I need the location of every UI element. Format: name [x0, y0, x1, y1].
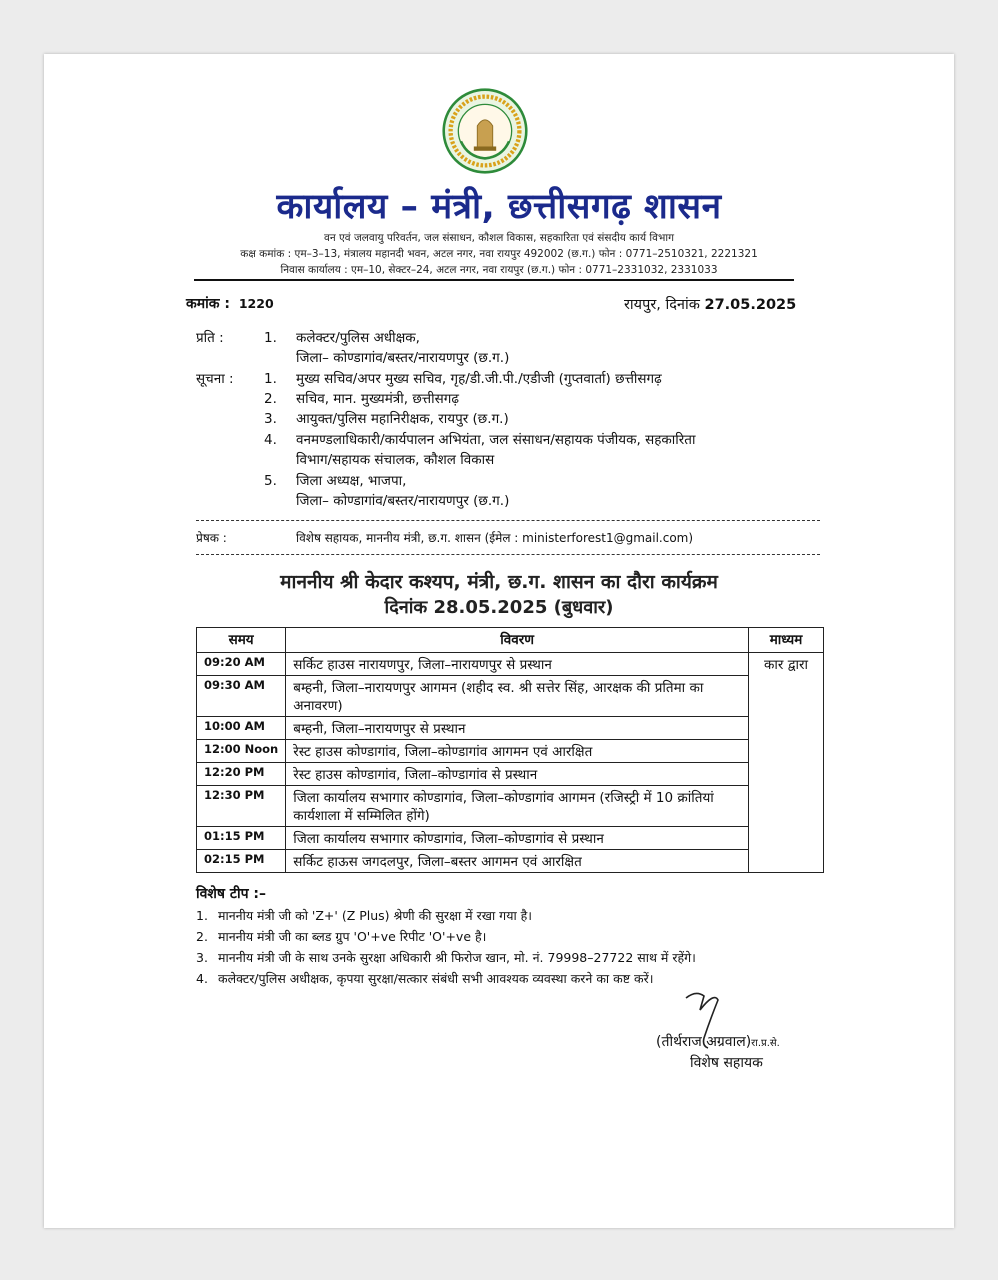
- residence-address-line: निवास कार्यालय : एम–10, सेक्टर–24, अटल नगर, नवा रायपुर (छ.ग.) फोन : 0771–2331032, 2331033: [280, 264, 718, 276]
- row-description: बम्हनी, जिला–नारायणपुर से प्रस्थान: [286, 717, 749, 740]
- row-time: 01:15 PM: [197, 827, 286, 850]
- suchna-number: 5.: [264, 473, 277, 489]
- office-address-line: कक्ष कमांक : एम–3–13, मंत्रालय महानदी भवन, अटल नगर, नवा रायपुर 492002 (छ.ग.) फोन : 0771–2510321, 2221321: [240, 248, 758, 260]
- place-date-label: रायपुर, दिनांक: [624, 297, 700, 313]
- schedule-table: [196, 627, 824, 873]
- note-item: 4. कलेक्टर/पुलिस अधीक्षक, कृपया सुरक्षा/सत्कार संबंधी सभी आवश्यक व्यवस्था करने का कष्ट करें।: [196, 971, 654, 986]
- header-description: विवरण: [286, 628, 749, 653]
- table-row: [197, 827, 824, 850]
- prati-line: कलेक्टर/पुलिस अधीक्षक,: [296, 330, 420, 346]
- row-description: सर्किट हाऊस जगदलपुर, जिला–बस्तर आगमन एवं आरक्षित: [286, 850, 749, 873]
- table-row: [197, 786, 824, 827]
- sender-text: विशेष सहायक, माननीय मंत्री, छ.ग. शासन (ईमेल : ministerforest1@gmail.com): [296, 531, 694, 545]
- sender-label: प्रेषक :: [196, 531, 227, 545]
- note-item: 2. माननीय मंत्री जी का ब्लड ग्रुप 'O'+ve रिपीट 'O'+ve है।: [196, 929, 487, 944]
- travel-mode: कार द्वारा: [749, 653, 824, 873]
- departments-line: वन एवं जलवायु परिवर्तन, जल संसाधन, कौशल विकास, सहकारिता एवं संसदीय कार्य विभाग: [324, 232, 674, 244]
- office-title: कार्यालय – मंत्री, छत्तीसगढ़ शासन: [276, 187, 722, 227]
- note-item: 3. माननीय मंत्री जी के साथ उनके सुरक्षा अधिकारी श्री फिरोज खान, मो. नं. 79998–27722 साथ में रहेंगे।: [196, 950, 696, 965]
- suchna-line: वनमण्डलाधिकारी/कार्यपालन अभियंता, जल संसाधन/सहायक पंजीयक, सहकारिता: [296, 432, 696, 448]
- prati-line: जिला– कोण्डागांव/बस्तर/नारायणपुर (छ.ग.): [296, 350, 510, 366]
- suchna-line: आयुक्त/पुलिस महानिरीक्षक, रायपुर (छ.ग.): [296, 411, 509, 427]
- reference-number-value: 1220: [238, 296, 274, 311]
- letter-date: 27.05.2025: [704, 297, 797, 313]
- table-row: [197, 653, 824, 676]
- place-date: [624, 294, 796, 314]
- row-description: बम्हनी, जिला–नारायणपुर आगमन (शहीद स्व. श्री सत्तेर सिंह, आरक्षक की प्रतिमा का अनावरण): [286, 676, 749, 717]
- suchna-line: मुख्य सचिव/अपर मुख्य सचिव, गृह/डी.जी.पी./एडीजी (गुप्तवार्ता) छत्तीसगढ़: [296, 371, 662, 387]
- row-time: 09:30 AM: [197, 676, 286, 717]
- suchna-label: सूचना :: [196, 371, 234, 387]
- suchna-line: जिला– कोण्डागांव/बस्तर/नारायणपुर (छ.ग.): [296, 493, 510, 509]
- program-title: माननीय श्री केदार कश्यप, मंत्री, छ.ग. शासन का दौरा कार्यक्रम: [280, 571, 718, 593]
- note-item: 1. माननीय मंत्री जी को 'Z+' (Z Plus) श्रेणी की सुरक्षा में रखा गया है।: [196, 908, 533, 923]
- row-description: जिला कार्यालय सभागार कोण्डागांव, जिला–कोण्डागांव आगमन (रजिस्ट्री में 10 क्रांतियां कार्यशाला में सम्मिलित होंगे): [286, 786, 749, 827]
- suchna-number: 3.: [264, 411, 277, 427]
- row-description: रेस्ट हाउस कोण्डागांव, जिला–कोण्डागांव आगमन एवं आरक्षित: [286, 740, 749, 763]
- header-time: समय: [197, 628, 286, 653]
- header-divider: [194, 279, 794, 281]
- table-row: [197, 850, 824, 873]
- suchna-number: 4.: [264, 432, 277, 448]
- row-time: 12:30 PM: [197, 786, 286, 827]
- row-time: 12:20 PM: [197, 763, 286, 786]
- notes-heading: विशेष टीप :–: [196, 886, 267, 902]
- row-time: 02:15 PM: [197, 850, 286, 873]
- table-row: [197, 676, 824, 717]
- row-description: जिला कार्यालय सभागार कोण्डागांव, जिला–कोण्डागांव से प्रस्थान: [286, 827, 749, 850]
- header-mode: माध्यम: [749, 628, 824, 653]
- reference-number-label: कमांक :: [186, 296, 230, 312]
- row-time: 12:00 Noon: [197, 740, 286, 763]
- suchna-line: विभाग/सहायक संचालक, कौशल विकास: [296, 452, 495, 468]
- program-date: दिनांक 28.05.2025 (बुधवार): [384, 597, 614, 618]
- signatory-name: (तीर्थराज अग्रवाल): [656, 1034, 752, 1050]
- row-time: 09:20 AM: [197, 653, 286, 676]
- suchna-number: 2.: [264, 391, 277, 407]
- suchna-number: 1.: [264, 371, 277, 387]
- table-row: [197, 717, 824, 740]
- reference-number: [186, 294, 274, 313]
- table-header-row: [197, 628, 824, 653]
- table-row: [197, 740, 824, 763]
- signatory-designation: विशेष सहायक: [690, 1055, 763, 1071]
- dashed-divider: [196, 520, 820, 521]
- signature-block: [656, 1032, 780, 1072]
- special-notes: [196, 884, 696, 989]
- suchna-line: सचिव, मान. मुख्यमंत्री, छत्तीसगढ़: [296, 391, 459, 407]
- row-description: सर्किट हाउस नारायणपुर, जिला–नारायणपुर से प्रस्थान: [286, 653, 749, 676]
- row-time: 10:00 AM: [197, 717, 286, 740]
- prati-number: 1.: [264, 330, 277, 346]
- dashed-divider: [196, 554, 820, 555]
- row-description: रेस्ट हाउस कोण्डागांव, जिला–कोण्डागांव से प्रस्थान: [286, 763, 749, 786]
- table-row: [197, 763, 824, 786]
- document-page: [44, 54, 954, 1228]
- suchna-line: जिला अध्यक्ष, भाजपा,: [296, 473, 407, 489]
- state-emblem-icon: [442, 88, 528, 174]
- signatory-service: रा.प्र.से.: [751, 1038, 780, 1049]
- prati-label: प्रति :: [196, 330, 224, 346]
